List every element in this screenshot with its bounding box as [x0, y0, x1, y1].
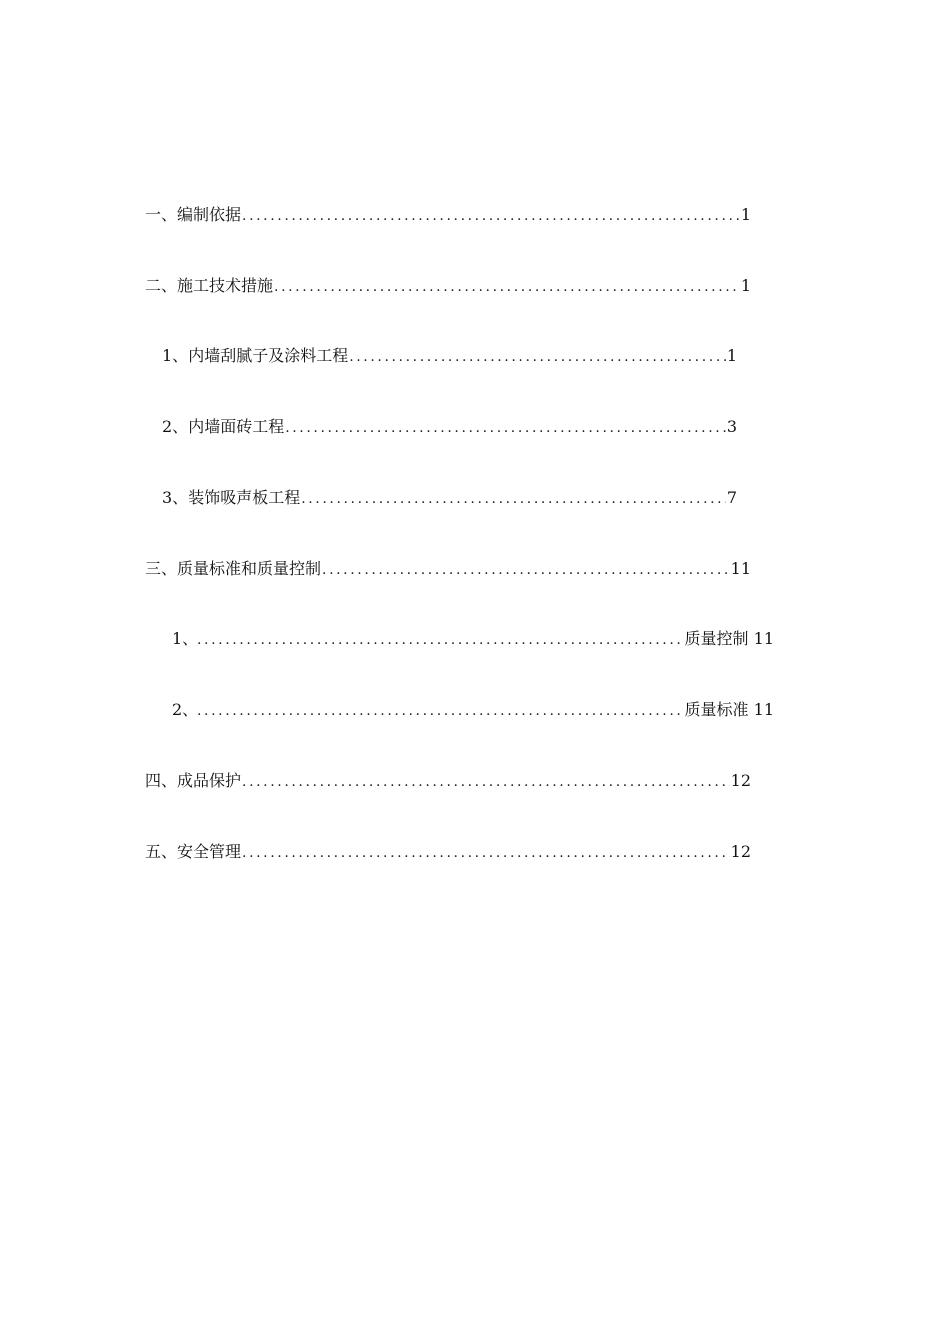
toc-entry-number: 1、	[172, 629, 199, 648]
toc-leader-dots	[197, 628, 684, 652]
toc-entry-number: 二、	[145, 276, 178, 295]
toc-entry-number: 三、	[145, 559, 178, 578]
toc-entry-title: 编制依据	[177, 205, 242, 224]
toc-entry-title: 施工技术措施	[177, 276, 274, 295]
toc-entry-page: 1	[740, 205, 751, 224]
toc-entry-number: 1、	[162, 346, 189, 365]
toc-entry-number: 2、	[162, 417, 189, 436]
toc-leader-dots	[242, 770, 730, 794]
toc-entry-title: 成品保护	[177, 771, 242, 790]
toc-entry-page: 1	[740, 276, 751, 295]
toc-entry-title: 质量标准和质量控制	[177, 559, 322, 578]
toc-leader-dots	[242, 204, 740, 228]
toc-entry-page: 11	[730, 559, 751, 578]
toc-leader-dots	[349, 345, 726, 369]
toc-entry[interactable]	[145, 840, 751, 864]
toc-entry[interactable]	[145, 557, 751, 581]
toc-entry[interactable]	[145, 203, 751, 227]
toc-entry-page: 12	[730, 771, 751, 790]
toc-leader-dots	[301, 487, 726, 511]
toc-entry-page: 质量标准 11	[684, 700, 774, 719]
toc-entry[interactable]	[162, 415, 737, 439]
toc-entry-title: 内墙面砖工程	[188, 417, 285, 436]
toc-entry[interactable]	[145, 769, 751, 793]
toc-entry-title: 装饰吸声板工程	[188, 488, 301, 507]
toc-leader-dots	[322, 558, 730, 582]
toc-entry-page: 12	[730, 842, 751, 861]
toc-entry[interactable]	[145, 274, 751, 298]
toc-entry-title: 安全管理	[177, 842, 242, 861]
toc-leader-dots	[242, 841, 730, 865]
toc-entry[interactable]	[162, 344, 737, 368]
toc-entry-page: 质量控制 11	[684, 629, 774, 648]
toc-leader-dots	[274, 275, 740, 299]
toc-entry-number: 五、	[145, 842, 178, 861]
toc-entry[interactable]	[162, 486, 737, 510]
toc-leader-dots	[197, 699, 684, 723]
toc-entry-page: 3	[726, 417, 737, 436]
toc-entry-number: 2、	[172, 700, 199, 719]
toc-entry[interactable]	[172, 698, 774, 722]
toc-entry-page: 1	[726, 346, 737, 365]
toc-entry[interactable]	[172, 627, 774, 651]
toc-entry-number: 3、	[162, 488, 189, 507]
toc-entry-page: 7	[726, 488, 737, 507]
toc-entry-title: 内墙刮腻子及涂料工程	[188, 346, 349, 365]
toc-entry-number: 一、	[145, 205, 178, 224]
toc-leader-dots	[285, 416, 726, 440]
toc-entry-number: 四、	[145, 771, 178, 790]
